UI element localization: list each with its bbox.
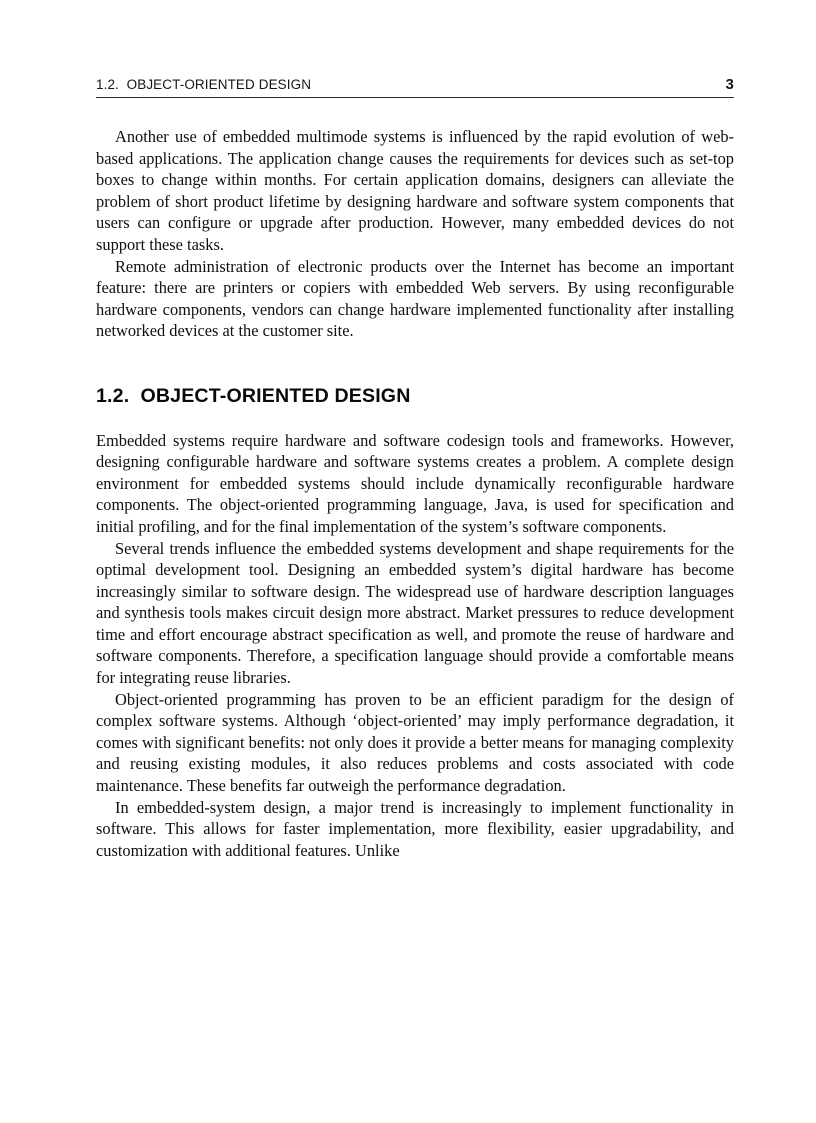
paragraph-codesign-tools: Embedded systems require hardware and software codesign tools and frameworks. However, designing configurable hardware and software systems creates a problem. A complete design environment for embedded systems should include dynamically reconfigurable hardware components. The object-oriented programming language, Java, is used for specification and initial profiling, and for the final implementation of the system’s software components. — [96, 430, 734, 536]
page-number: 3 — [725, 76, 734, 93]
paragraph-oop-paradigm: Object-oriented programming has proven to be an efficient paradigm for the design of complex software systems. Although ‘object-oriented’ may imply performance degradation, it comes with significant benefits: not only does it provide a better means for managing complexity and reusing existing modules, it also reduces problems and costs associated with code maintenance. These benefits far outweigh the performance degradation. — [96, 689, 734, 796]
running-header-title: 1.2. OBJECT-ORIENTED DESIGN — [96, 77, 312, 92]
paragraph-embedded-multimode: Another use of embedded multimode systems is influenced by the rapid evolution of web-based applications. The application change causes the requirements for devices such as set-top boxes to change within months. For certain application domains, designers can alleviate the problem of short product lifetime by designing hardware and software system components that users can configure or upgrade after production. However, many embedded devices do not support these tasks. — [96, 127, 734, 254]
spacer-before-heading — [96, 342, 734, 386]
paragraph-embedded-system-design: In embedded-system design, a major trend is increasingly to implement functionality in software. This allows for faster implementation, more flexibility, easier upgradability, and customization with additional features. Unlike — [96, 797, 734, 860]
header-rule — [96, 97, 734, 98]
running-header — [96, 76, 734, 93]
paragraph-remote-administration: Remote administration of electronic products over the Internet has become an important feature: there are printers or copiers with embedded Web servers. By using reconfigurable hardware components, vendors can change hardware implemented functionality after installing networked devices at the customer site. — [96, 256, 734, 341]
section-heading: 1.2. OBJECT-ORIENTED DESIGN — [96, 384, 411, 407]
paragraph-several-trends: Several trends influence the embedded systems development and shape requirements for the optimal development tool. Designing an embedded system’s digital hardware has become increasingly similar to software design. The widespread use of hardware description languages and synthesis tools makes circuit design more abstract. Market pressures to reduce development time and effort encourage abstract specification as well, and promote the reuse of hardware and software components. Therefore, a specification language should provide a comfortable means for integrating reuse libraries. — [96, 538, 734, 688]
body-text-block — [96, 126, 734, 861]
spacer-after-heading — [96, 408, 734, 430]
